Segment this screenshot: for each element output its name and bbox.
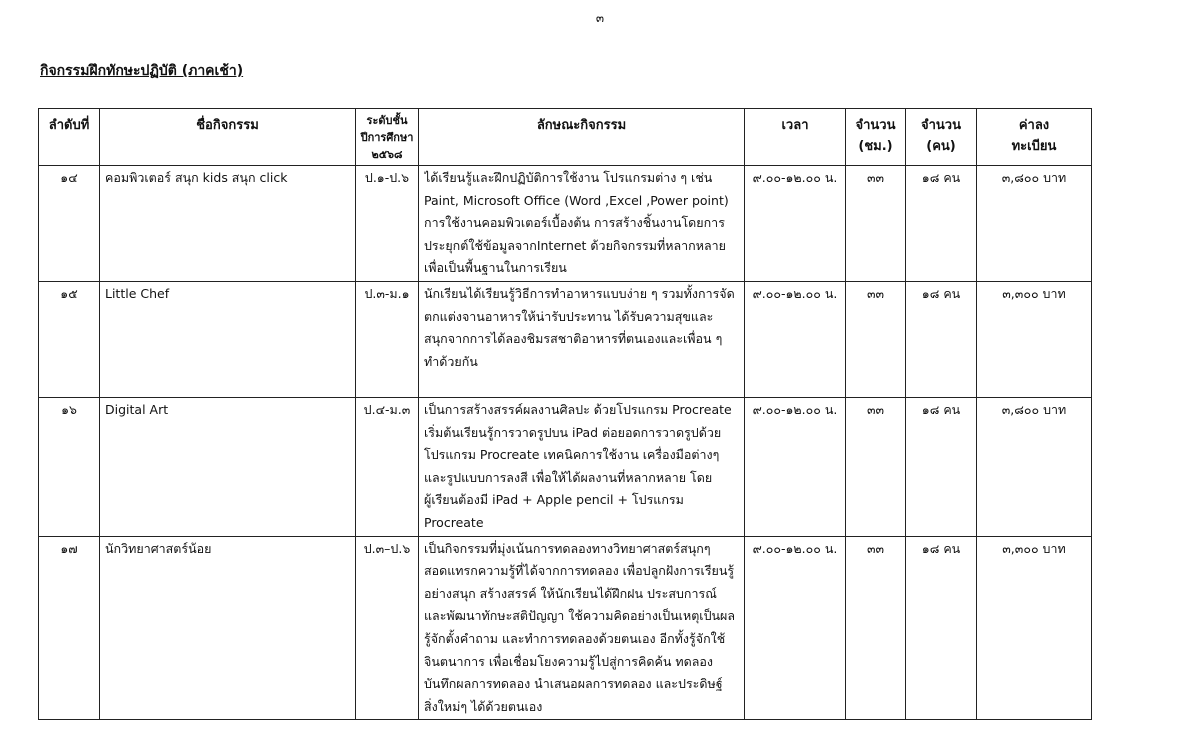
header-hours-line: (ชม.) xyxy=(858,139,893,154)
row-fee: ๓,๓๐๐ บาท xyxy=(977,281,1092,397)
header-description: ลักษณะกิจกรรม xyxy=(419,109,745,166)
description-line: สนุกจากการได้ลองชิมรสชาติอาหารที่ตนเองและเพื่อน ๆ xyxy=(424,331,723,347)
header-name: ชื่อกิจกรรม xyxy=(100,109,356,166)
description-line: ทำด้วยกัน xyxy=(424,353,478,369)
header-people-line: จำนวน xyxy=(921,118,961,133)
row-level: ป.๓-ม.๑ xyxy=(356,281,419,397)
description-line: บันทึกผลการทดลอง นำเสนอผลการทดลอง และประดิษฐ์ xyxy=(424,676,723,692)
description-line: การใช้งานคอมพิวเตอร์เบื้องต้น การสร้างชิ้นงานโดยการ xyxy=(424,215,725,231)
description-line: จินตนาการ เพื่อเชื่อมโยงความรู้ไปสู่การคิดค้น ทดลอง xyxy=(424,653,713,669)
row-fee: ๓,๘๐๐ บาท xyxy=(977,166,1092,282)
row-hours: ๓๓ xyxy=(846,397,906,536)
header-level-line: ปีการศึกษา xyxy=(360,131,414,144)
description-line: Procreate xyxy=(424,514,484,530)
header-hours-line: จำนวน xyxy=(855,118,896,133)
row-order: ๑๕ xyxy=(39,281,100,397)
description-line: Paint, Microsoft Office (Word ,Excel ,Power point) xyxy=(424,192,729,208)
row-people: ๑๘ คน xyxy=(906,536,977,720)
description-line: ตกแต่งจานอาหารให้น่ารับประทาน ได้รับความสุขและ xyxy=(424,308,714,324)
row-fee: ๓,๘๐๐ บาท xyxy=(977,397,1092,536)
activities-table xyxy=(38,108,1092,720)
row-order: ๑๖ xyxy=(39,397,100,536)
description-line: เพื่อเป็นพื้นฐานในการเรียน xyxy=(424,260,567,276)
header-people xyxy=(906,109,977,166)
row-order: ๑๗ xyxy=(39,536,100,720)
row-hours: ๓๓ xyxy=(846,281,906,397)
header-people-line: (คน) xyxy=(926,139,956,154)
row-description xyxy=(419,281,745,397)
description-line: เป็นการสร้างสรรค์ผลงานศิลปะ ด้วยโปรแกรม Procreate xyxy=(424,401,732,417)
row-level: ป.๓–ป.๖ xyxy=(356,536,419,720)
header-fee xyxy=(977,109,1092,166)
row-name: Digital Art xyxy=(100,397,356,536)
description-line: สอดแทรกความรู้ที่ได้จากการทดลอง เพื่อปลูกฝังการเรียนรู้ xyxy=(424,563,735,579)
header-row xyxy=(39,109,1092,166)
row-name: Little Chef xyxy=(100,281,356,397)
description-line: ประยุกต์ใช้ข้อมูลจากInternet ด้วยกิจกรรมที่หลากหลาย xyxy=(424,237,726,253)
page-number: ๓ xyxy=(595,11,605,25)
description-line: เริ่มต้นเรียนรู้การวาดรูปบน iPad ต่อยอดการวาดรูปด้วย xyxy=(424,424,722,440)
header-fee-line: ทะเบียน xyxy=(1011,139,1057,154)
header-order: ลำดับที่ xyxy=(39,109,100,166)
table-row xyxy=(39,166,1092,282)
description-line: โปรแกรม Procreate เทคนิคการใช้งาน เครื่องมือต่างๆ xyxy=(424,447,720,463)
description-line: ผู้เรียนต้องมี iPad + Apple pencil + โปรแกรม xyxy=(424,492,684,508)
table-row xyxy=(39,281,1092,397)
table-row xyxy=(39,536,1092,720)
row-time: ๙.๐๐-๑๒.๐๐ น. xyxy=(745,536,846,720)
description-line: และรูปแบบการลงสี เพื่อให้ได้ผลงานที่หลากหลาย โดย xyxy=(424,469,713,485)
description-line: รู้จักตั้งคำถาม และทำการทดลองด้วยตนเอง อีกทั้งรู้จักใช้ xyxy=(424,630,726,646)
header-fee-line: ค่าลง xyxy=(1018,118,1050,133)
header-level-line: ๒๕๖๘ xyxy=(371,148,403,161)
row-people: ๑๘ คน xyxy=(906,281,977,397)
description-line: นักเรียนได้เรียนรู้วิธีการทำอาหารแบบง่าย ๆ รวมทั้งการจัด xyxy=(424,285,735,301)
description-line: และพัฒนาทักษะสติปัญญา ใช้ความคิดอย่างเป็นเหตุเป็นผล xyxy=(424,608,736,624)
header-time: เวลา xyxy=(745,109,846,166)
row-hours: ๓๓ xyxy=(846,536,906,720)
description-line: อย่างสนุก สร้างสรรค์ ให้นักเรียนได้ฝึกฝน ประสบการณ์ xyxy=(424,585,717,601)
row-name: นักวิทยาศาสตร์น้อย xyxy=(100,536,356,720)
description-line: เป็นกิจกรรมที่มุ่งเน้นการทดลองทางวิทยาศาสตร์สนุกๆ xyxy=(424,540,711,556)
row-people: ๑๘ คน xyxy=(906,397,977,536)
header-hours xyxy=(846,109,906,166)
row-name: คอมพิวเตอร์ สนุก kids สนุก click xyxy=(100,166,356,282)
row-time: ๙.๐๐-๑๒.๐๐ น. xyxy=(745,281,846,397)
table-row xyxy=(39,397,1092,536)
header-level-line: ระดับชั้น xyxy=(366,114,408,127)
section-title: กิจกรรมฝึกทักษะปฏิบัติ (ภาคเช้า) xyxy=(40,63,244,79)
header-level xyxy=(356,109,419,166)
description-line: ได้เรียนรู้และฝึกปฏิบัติการใช้งาน โปรแกรมต่าง ๆ เช่น xyxy=(424,170,713,185)
row-level: ป.๔-ม.๓ xyxy=(356,397,419,536)
row-order: ๑๔ xyxy=(39,166,100,282)
row-hours: ๓๓ xyxy=(846,166,906,282)
row-time: ๙.๐๐-๑๒.๐๐ น. xyxy=(745,166,846,282)
row-description xyxy=(419,397,745,536)
row-fee: ๓,๓๐๐ บาท xyxy=(977,536,1092,720)
row-description xyxy=(419,536,745,720)
description-line: สิ่งใหม่ๆ ได้ด้วยตนเอง xyxy=(424,698,543,714)
row-level: ป.๑-ป.๖ xyxy=(356,166,419,282)
row-people: ๑๘ คน xyxy=(906,166,977,282)
row-time: ๙.๐๐-๑๒.๐๐ น. xyxy=(745,397,846,536)
row-description xyxy=(419,166,745,282)
